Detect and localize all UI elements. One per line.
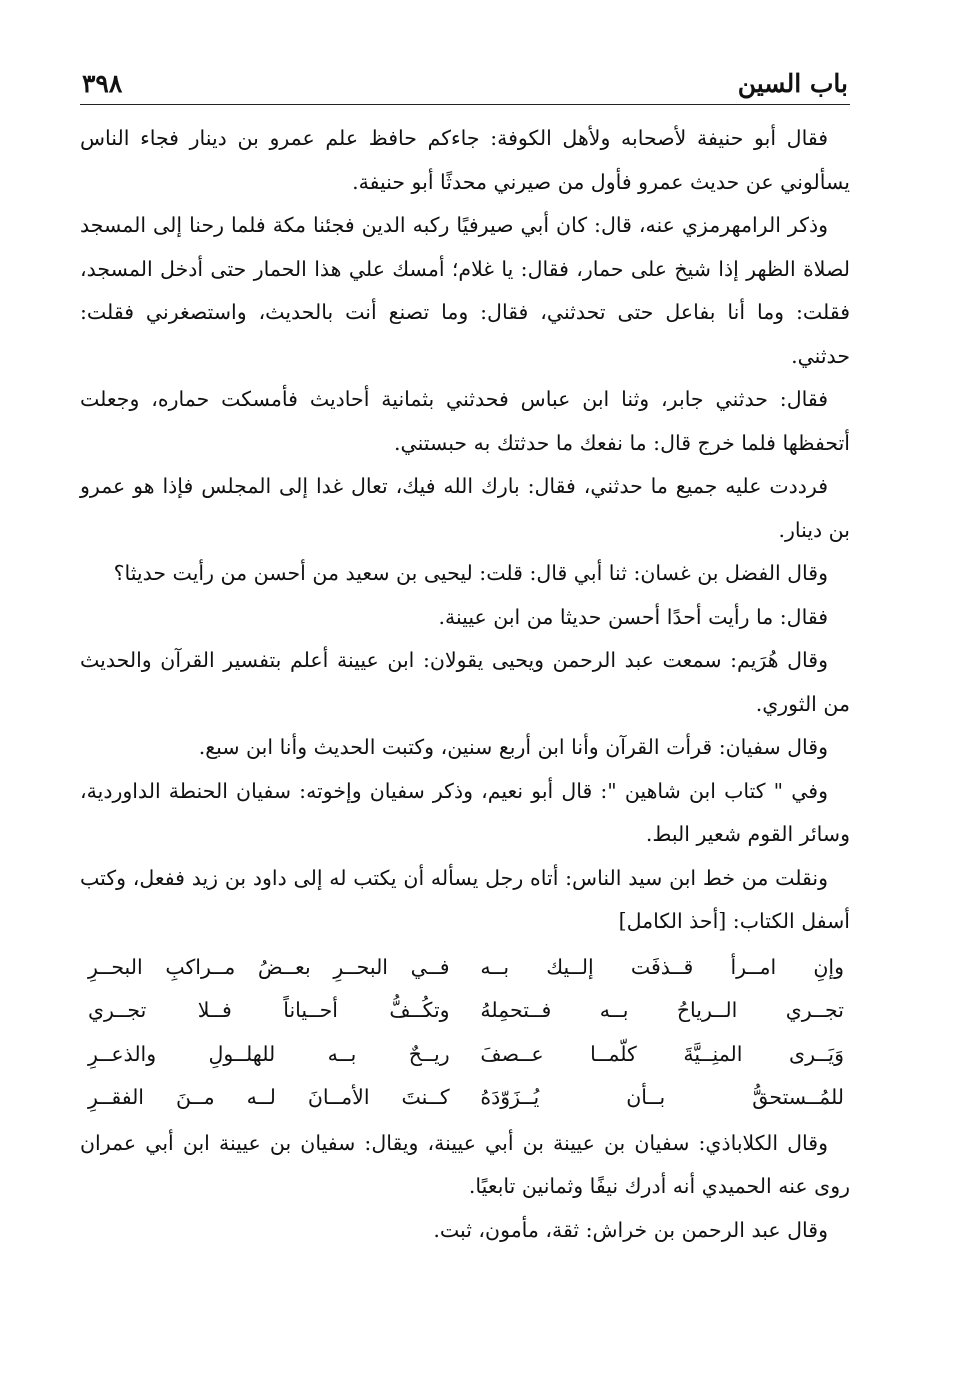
book-page	[80, 58, 850, 1338]
paragraph: وفي " كتاب ابن شاهين ": قال أبو نعيم، وذكر سفيان وإخوته: سفيان الحنطة الداوردية، وسائر القوم شعير البط.	[80, 778, 850, 846]
verse-first-hemistich: للمُــستحقُّ بــأن يُــزَوّدَهُ	[480, 1085, 844, 1109]
poem	[80, 946, 850, 1120]
verse-first-hemistich: وإنِ امــرأ قــذفَت إلــيك بــه	[480, 954, 844, 979]
running-header	[80, 58, 850, 105]
page-number: ٣٩٨	[82, 69, 123, 98]
poem-verse	[80, 989, 850, 1033]
poem-verse	[80, 1076, 850, 1120]
paragraph: ونقلت من خط ابن سيد الناس: أتاه رجل يسأله أن يكتب له إلى داود بن زيد ففعل، وكتب أسفل الكتاب: [أحذ الكامل]	[80, 865, 850, 933]
paragraph: وقال الفضل بن غسان: ثنا أبي قال: قلت: ليحيى بن سعيد من أحسن من رأيت حديثا؟	[113, 561, 828, 585]
verse-second-hemistich: وتكُــفُّ أحــياناً فــلا تجــري	[88, 998, 450, 1022]
paragraph: فقال أبو حنيفة لأصحابه ولأهل الكوفة: جاءكم حافظ علم عمرو بن دينار فجاء الناس يسألوني عن حديث عمرو فأول من صيرني محدثًا أبو حنيفة.	[80, 126, 850, 194]
paragraph: فقال: حدثني جابر، وثنا ابن عباس فحدثني بثمانية أحاديث فأمسكت حماره، وجعلت أتحفظها فلما خرج قال: ما نفعك ما حدثتك به حبستني.	[80, 387, 850, 455]
verse-second-hemistich: كــنتَ الأمــانَ لــه مــنَ الفقــرِ	[88, 1085, 450, 1109]
paragraph: وقال عبد الرحمن بن خراش: ثقة، مأمون، ثبت.	[433, 1217, 828, 1242]
verse-first-hemistich: وَيَــرى المنِــيَّةَ كلّمــا عــصفَ	[480, 1041, 844, 1066]
paragraph: فرددت عليه جميع ما حدثني، فقال: بارك الله فيك، تعال غدا إلى المجلس فإذا هو عمرو بن دينار.	[80, 474, 850, 542]
paragraph: فقال: ما رأيت أحدًا أحسن حديثا من ابن عيينة.	[438, 604, 828, 629]
page-body	[80, 117, 850, 1252]
poem-verse	[80, 1033, 850, 1077]
paragraph: وقال الكلاباذي: سفيان بن عيينة بن أبي عيينة، ويقال: سفيان بن عيينة ابن أبي عمران روى عنه الحميدي أنه أدرك نيفًا وثمانين تابعيًا.	[80, 1130, 850, 1198]
verse-second-hemistich: ريــحٌ بــه للهلــولِ والذعــرِ	[88, 1041, 450, 1066]
poem-verse	[80, 946, 850, 990]
verse-second-hemistich: فــي البحــرِ بعــضُ مــراكبِ البحــرِ	[88, 954, 450, 979]
paragraph: وقال هُرَيم: سمعت عبد الرحمن ويحيى يقولان: ابن عيينة أعلم بتفسير القرآن والحديث من الثوري.	[80, 648, 850, 716]
verse-first-hemistich: تجــري الــرياحُ بــه فــتحمِلهُ	[480, 998, 844, 1022]
chapter-title: باب السين	[737, 69, 848, 98]
paragraph: وقال سفيان: قرأت القرآن وأنا ابن أربع سنين، وكتبت الحديث وأنا ابن سبع.	[198, 735, 828, 759]
paragraph: وذكر الرامهرمزي عنه، قال: كان أبي صيرفيًا ركبه الدين فجئنا مكة فلما رحنا إلى المسجد لصلاة الظهر إذا شيخ على حمار، فقال: يا غلام؛ أمسك علي هذا الحمار حتى أدخل المسجد، فقلت: وما أنا بفاعل حتى تحدثني، فقال: وما تصنع أنت بالحديث، واستصغرني فقلت: حدثني.	[80, 213, 850, 368]
